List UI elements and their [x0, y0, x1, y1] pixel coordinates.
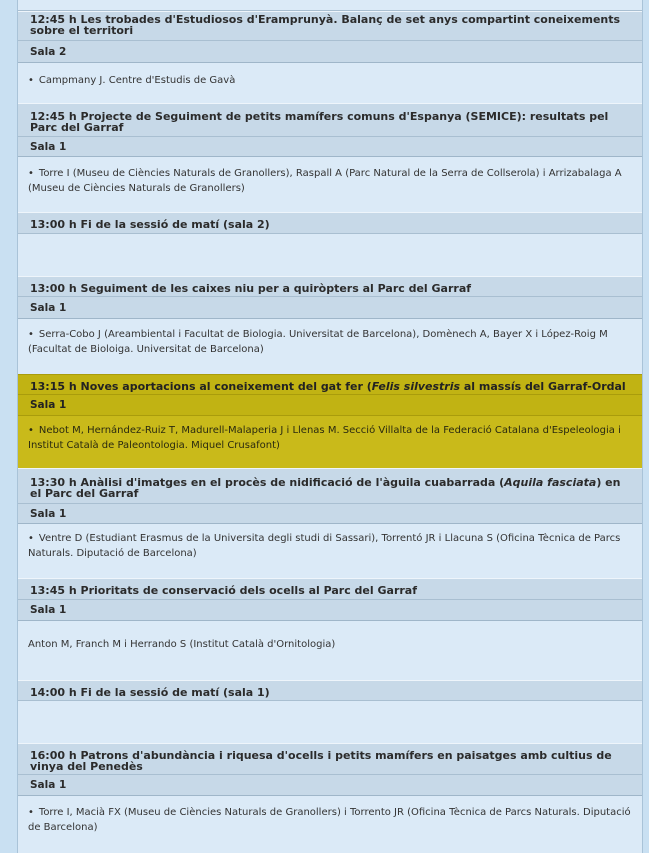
- session-title-text: Noves aportacions al coneixement del gat fer (: [80, 380, 372, 393]
- session-title-species: Felis silvestris: [371, 380, 461, 393]
- session-title: [18, 374, 642, 395]
- bullet-icon: •: [28, 329, 34, 340]
- session-title: [18, 468, 642, 504]
- session-authors: [18, 319, 642, 374]
- session-authors: [18, 416, 642, 468]
- session-title-text: Patrons d'abundància i riquesa d'ocells i petits mamífers en paisatges amb cultius de vinya del Penedès: [30, 749, 612, 773]
- session-title-text: Prioritats de conservació dels ocells al Parc del Garraf: [80, 584, 418, 597]
- session-authors: [18, 796, 642, 853]
- session-time: 12:45 h: [30, 110, 77, 123]
- session-title-text: Seguiment de les caixes niu per a quiròpters al Parc del Garraf: [80, 282, 472, 295]
- empty-row: [18, 234, 642, 276]
- session-room: Sala 1: [18, 395, 642, 416]
- session-time: 14:00 h: [30, 686, 77, 699]
- session-authors: [18, 157, 642, 211]
- session-title-species: Aquila fasciata: [504, 476, 597, 489]
- session-time: 13:30 h: [30, 476, 77, 489]
- program-column: [17, 0, 643, 853]
- session-time: 13:15 h: [30, 380, 77, 393]
- session-room: Sala 1: [18, 137, 642, 157]
- empty-row: [18, 701, 642, 743]
- session-title-text: Fi de la sessió de matí (sala 1): [80, 686, 270, 699]
- bullet-icon: •: [28, 425, 34, 436]
- authors-text: Campmany J. Centre d'Estudis de Gavà: [38, 75, 236, 86]
- authors-text: Torre I (Museu de Ciències Naturals de Granollers), Raspall A (Parc Natural de la Serra de Collserola) i Arrizabalaga A (Museu de Ciències Naturals de Granollers): [28, 168, 622, 194]
- session-time: 12:45 h: [30, 13, 77, 26]
- session-time: 16:00 h: [30, 749, 77, 762]
- session-authors: [18, 524, 642, 578]
- session-authors: [18, 63, 642, 103]
- session-title: [18, 578, 642, 600]
- session-title: [18, 103, 642, 137]
- bullet-icon: •: [28, 533, 34, 544]
- session-title: [18, 212, 642, 234]
- session-room: Sala 1: [18, 297, 642, 319]
- session-title-text: Anàlisi d'imatges en el procès de nidificació de l'àguila cuabarrada (: [80, 476, 505, 489]
- authors-text: Torre I, Macià FX (Museu de Ciències Naturals de Granollers) i Torrento JR (Oficina Tècnica de Parcs Naturals. Diputació de Barcelona): [28, 807, 631, 833]
- session-room: Sala 1: [18, 775, 642, 796]
- session-title: [18, 743, 642, 775]
- session-time: 13:45 h: [30, 584, 77, 597]
- session-title: [18, 680, 642, 701]
- authors-text: Serra-Cobo J (Areambiental i Facultat de Biologia. Universitat de Barcelona), Domènech A, Bayer X i López-Roig M (Facultat de Bioloiga. Universitat de Barcelona): [28, 329, 608, 355]
- authors-text: Nebot M, Hernández-Ruiz T, Madurell-Malaperia J i Llenas M. Secció Villalta de la Federació Catalana d'Espeleologia i Institut Català de Paleontologia. Miquel Crusafont): [28, 425, 621, 451]
- session-time: 13:00 h: [30, 282, 77, 295]
- session-room: Sala 2: [18, 41, 642, 63]
- session-title-text-end: al massís del Garraf-Ordal: [460, 380, 626, 393]
- session-time: 13:00 h: [30, 218, 77, 231]
- authors-text: Anton M, Franch M i Herrando S (Institut Català d'Ornitologia): [28, 639, 336, 650]
- bullet-icon: •: [28, 807, 34, 818]
- bullet-icon: •: [28, 168, 34, 179]
- session-room: Sala 1: [18, 504, 642, 524]
- session-title: [18, 276, 642, 297]
- session-title: [18, 11, 642, 41]
- session-authors: [18, 621, 642, 680]
- session-title-text-end: ) en el Parc del Garraf: [30, 476, 621, 500]
- authors-text: Ventre D (Estudiant Erasmus de la Universita degli studi di Sassari), Torrentó JR i Llacuna S (Oficina Tècnica de Parcs Naturals. Diputació de Barcelona): [28, 533, 621, 559]
- session-title-text: Les trobades d'Estudiosos d'Eramprunyà. Balanç de set anys compartint coneixements sobre el territori: [30, 13, 621, 37]
- session-title-text: Projecte de Seguiment de petits mamífers comuns d'Espanya (SEMICE): resultats pel Parc del Garraf: [30, 110, 609, 134]
- session-room: Sala 1: [18, 600, 642, 621]
- session-title-text: Fi de la sessió de matí (sala 2): [80, 218, 270, 231]
- bullet-icon: •: [28, 75, 34, 86]
